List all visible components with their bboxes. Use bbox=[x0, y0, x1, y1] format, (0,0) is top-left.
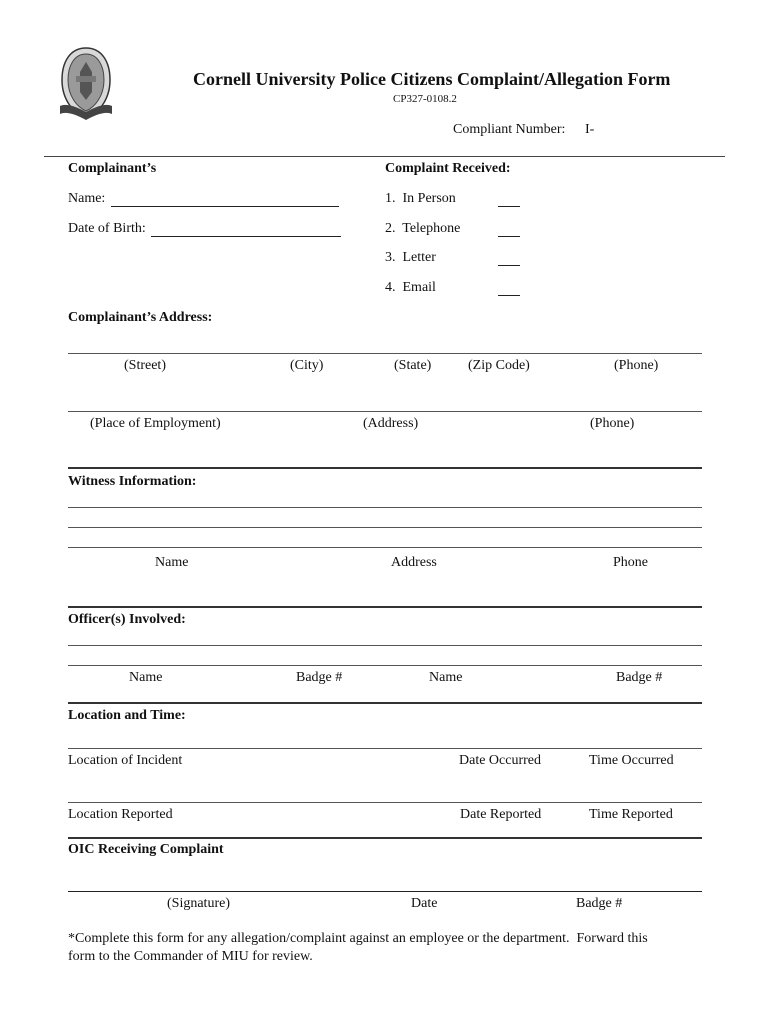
employment-line[interactable] bbox=[68, 411, 702, 412]
dob-field[interactable] bbox=[151, 236, 341, 237]
location-of-incident-label: Location of Incident bbox=[68, 753, 183, 768]
form-code: CP327-0108.2 bbox=[393, 93, 457, 105]
cornell-seal-logo bbox=[58, 46, 114, 124]
officers-divider bbox=[68, 606, 702, 608]
compliant-number-label: Compliant Number: bbox=[453, 122, 566, 137]
employment-address-label: (Address) bbox=[363, 416, 419, 431]
option-in-person-checkbox[interactable] bbox=[498, 206, 520, 207]
complaint-received-heading: Complaint Received: bbox=[385, 161, 511, 176]
witness-line-2[interactable] bbox=[68, 527, 702, 528]
option-telephone-checkbox[interactable] bbox=[498, 236, 520, 237]
oic-heading: OIC Receiving Complaint bbox=[68, 842, 224, 857]
witness-name-label: Name bbox=[155, 555, 189, 570]
compliant-number-prefix[interactable]: I- bbox=[585, 122, 595, 137]
city-label: (City) bbox=[290, 358, 324, 373]
phone-label: (Phone) bbox=[614, 358, 659, 373]
location-reported-label: Location Reported bbox=[68, 807, 173, 822]
dob-label: Date of Birth: bbox=[68, 221, 146, 236]
officer-name-label-2: Name bbox=[429, 670, 463, 685]
officers-line-2[interactable] bbox=[68, 665, 702, 666]
address-heading: Complainant’s Address: bbox=[68, 310, 213, 325]
oic-divider bbox=[68, 837, 702, 839]
officers-line-1[interactable] bbox=[68, 645, 702, 646]
complainant-heading: Complainant’s bbox=[68, 161, 157, 176]
officer-name-label-1: Name bbox=[129, 670, 163, 685]
witness-divider bbox=[68, 467, 702, 469]
date-occurred-label: Date Occurred bbox=[459, 753, 542, 768]
officer-badge-label-1: Badge # bbox=[296, 670, 343, 685]
location-reported-line[interactable] bbox=[68, 802, 702, 803]
location-time-heading: Location and Time: bbox=[68, 708, 186, 723]
street-label: (Street) bbox=[124, 358, 166, 373]
name-label: Name: bbox=[68, 191, 106, 206]
officers-heading: Officer(s) Involved: bbox=[68, 612, 186, 627]
officer-badge-label-2: Badge # bbox=[616, 670, 663, 685]
witness-address-label: Address bbox=[391, 555, 437, 570]
witness-line-1[interactable] bbox=[68, 507, 702, 508]
oic-date-label: Date bbox=[411, 896, 438, 911]
place-of-employment-label: (Place of Employment) bbox=[90, 416, 221, 431]
address-line-1[interactable] bbox=[68, 353, 702, 354]
header-divider bbox=[44, 156, 725, 157]
location-incident-line[interactable] bbox=[68, 748, 702, 749]
option-telephone: 2. Telephone bbox=[385, 221, 461, 236]
location-divider bbox=[68, 702, 702, 704]
name-field[interactable] bbox=[111, 206, 339, 207]
option-email-checkbox[interactable] bbox=[498, 295, 520, 296]
witness-heading: Witness Information: bbox=[68, 474, 197, 489]
oic-signature-line[interactable] bbox=[68, 891, 702, 892]
oic-badge-label: Badge # bbox=[576, 896, 623, 911]
option-letter: 3. Letter bbox=[385, 250, 436, 265]
option-in-person: 1. In Person bbox=[385, 191, 456, 206]
time-occurred-label: Time Occurred bbox=[589, 753, 674, 768]
witness-line-3[interactable] bbox=[68, 547, 702, 548]
time-reported-label: Time Reported bbox=[589, 807, 673, 822]
footer-note-line-1: *Complete this form for any allegation/complaint against an employee or the department. Forward this bbox=[68, 931, 648, 946]
date-reported-label: Date Reported bbox=[460, 807, 542, 822]
signature-label: (Signature) bbox=[167, 896, 230, 911]
employment-phone-label: (Phone) bbox=[590, 416, 635, 431]
footer-note-line-2: form to the Commander of MIU for review. bbox=[68, 949, 313, 964]
option-email: 4. Email bbox=[385, 280, 436, 295]
zip-code-label: (Zip Code) bbox=[468, 358, 530, 373]
form-title: Cornell University Police Citizens Complaint/Allegation Form bbox=[193, 69, 671, 89]
option-letter-checkbox[interactable] bbox=[498, 265, 520, 266]
state-label: (State) bbox=[394, 358, 432, 373]
witness-phone-label: Phone bbox=[613, 555, 648, 570]
